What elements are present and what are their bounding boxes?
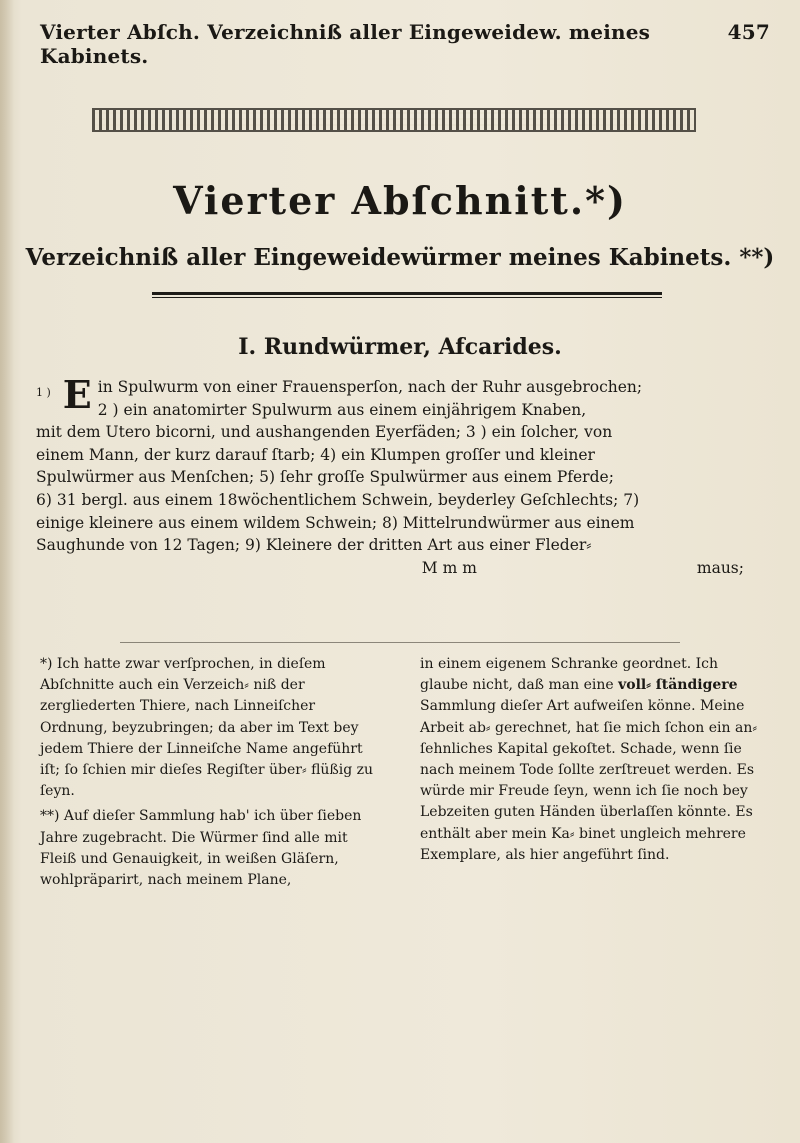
footnote-2: **) Auf dieſer Sammlung hab' ich über ſieben Jahre zugebracht. Die Würmer ſind alle mit Fleiß und Genauigkeit, in weißen Gläſern, wohlpräparirt, nach meinem Plane,: [40, 808, 362, 889]
catchword-line: [36, 557, 774, 580]
footnote-rule: [120, 642, 680, 643]
section-subtitle: Verzeichniß aller Eingeweidewürmer meines Kabinets. **): [25, 244, 775, 271]
body-line: Spulwürmer aus Menſchen; 5) ſehr groſſe Spulwürmer aus einem Pferde;: [36, 468, 614, 487]
footnotes-left-column: [40, 654, 380, 895]
double-rule: [152, 292, 662, 295]
signature-mark: M m m: [421, 558, 477, 577]
body-line: 2 ) ein anatomirter Spulwurm aus einem einjährigem Knaben,: [97, 400, 587, 419]
footnote-text: in einem eigenem Schranke geordnet. Ich glaube nicht, daß man eine: [420, 656, 719, 694]
body-text: [36, 372, 774, 579]
body-line: einige kleinere aus einem wildem Schwein; 8) Mittelrundwürmer aus einem: [36, 513, 635, 532]
running-head-title: Vierter Abſch. Verzeichniß aller Eingeweidew. meines Kabinets.: [40, 20, 651, 68]
footnote-1: *) Ich hatte zwar verſprochen, in dieſem Abſchnitte auch ein Verzeich⸗ niß der zergliederten Thiere, nach Linneiſcher Ordnung, beyzubringen; da aber im Text bey jedem Thiere der Linneiſche Name angeführt iſt; ſo ſchien mir dieſes Regiſter über⸗ flüßig zu ſeyn.: [40, 656, 374, 800]
body-line: einem Mann, der kurz darauf ſtarb; 4) ein Klumpen groſſer und kleiner: [36, 445, 595, 464]
item-number: 1 ): [36, 386, 51, 399]
body-line: mit dem Utero bicorni, und aushangenden Eyerfäden; 3 ) ein ſolcher, von: [36, 423, 613, 442]
running-head: [40, 20, 770, 68]
body-line: in Spulwurm von einer Frauensperſon, nach der Ruhr ausgebrochen;: [97, 378, 643, 396]
footnote-text: Sammlung dieſer Art aufweiſen könne. Meine Arbeit ab⸗ gerechnet, hat ſie mich ſchon ein an⸗ ſehnliches Kapital gekoſtet. Schade, wenn ſie nach meinem Tode ſollte zerſtreuet werden. Es würde mir Freude ſeyn, wenn ich ſie noch bey Lebzeiten guten Händen überlaſſen könnte. Es enthält aber mein Ka⸗ binet ungleich mehrere Exemplare, als hier angeführt ſind.: [420, 698, 758, 863]
chapter-heading: I. Rundwürmer, Afcarides.: [238, 334, 562, 360]
section-title: Vierter Abſchnitt.*): [173, 178, 627, 223]
footnote-emphasis: voll⸗ ſtändigere: [618, 677, 738, 694]
dropcap: E: [62, 372, 92, 417]
page-number: 457: [727, 20, 770, 44]
ornament-band: [92, 108, 696, 132]
footnote-2-continued: [420, 654, 770, 866]
footnotes-right-column: [420, 654, 770, 870]
catchword: maus;: [696, 558, 744, 577]
body-line: 6) 31 bergl. aus einem 18wöchentlichem Schwein, beyderley Geſchlechts; 7): [36, 490, 640, 509]
body-line: Saughunde von 12 Tagen; 9) Kleinere der dritten Art aus einer Fleder⸗: [36, 536, 592, 555]
page-gutter-shadow: [0, 0, 14, 1143]
